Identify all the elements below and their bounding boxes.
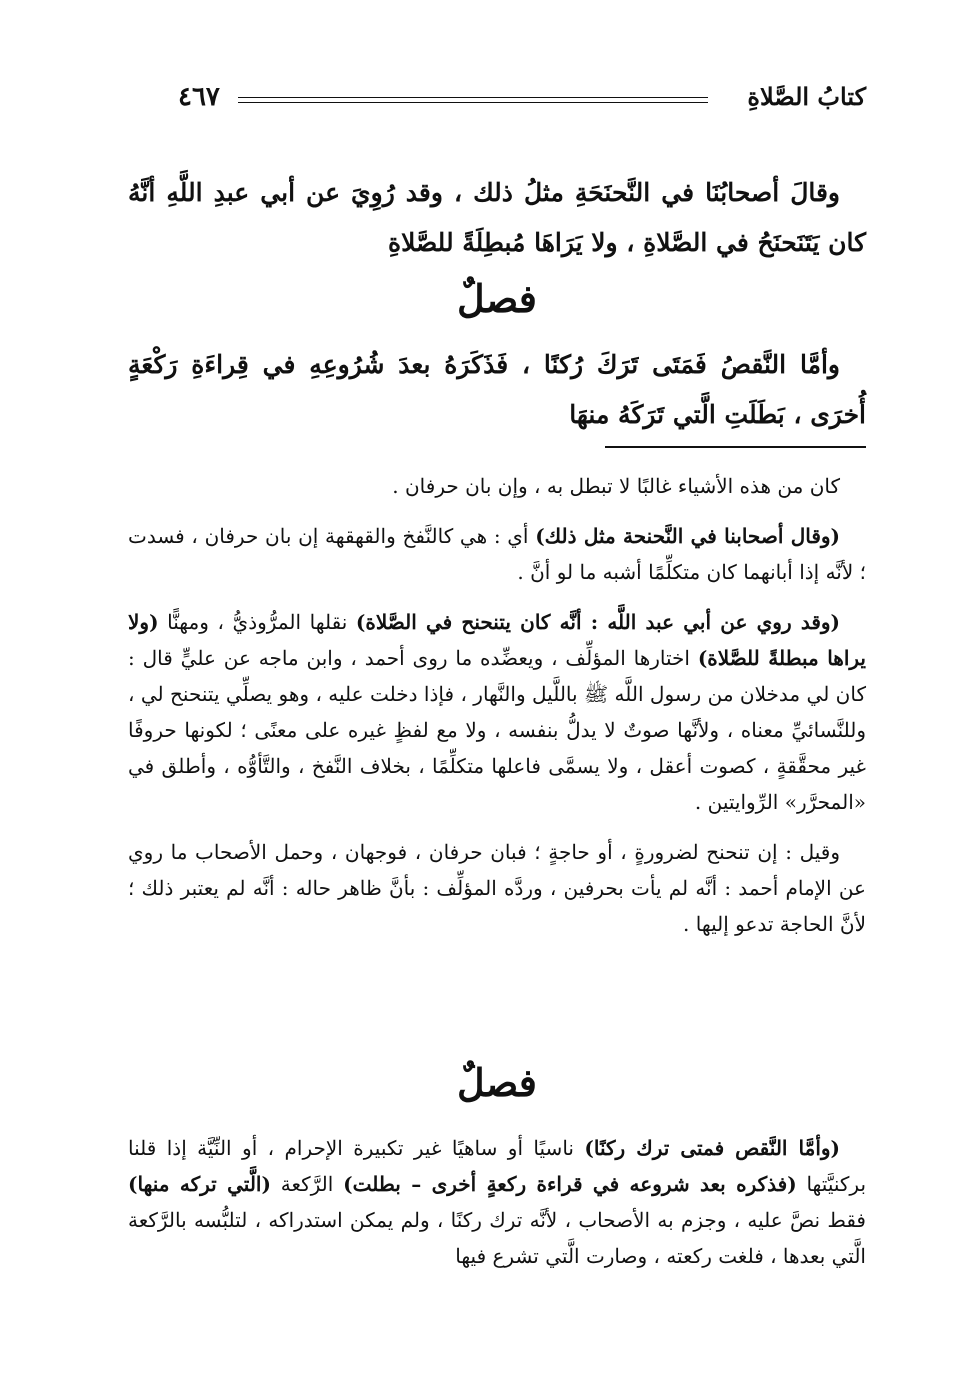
section-heading: فصلٌ — [457, 1060, 537, 1105]
matn-paragraph: وقالَ أصحابُنَا في النَّحنَحَةِ مثلُ ذلك ، وقد رُوِيَ عن أبي عبدِ اللَّهِ أنَّهُ كان يَتَنَحنَحُ في الصَّلاةِ ، ولا يَرَاهَا مُبطِلَةً للصَّلاةِ — [128, 178, 866, 257]
commentary-text: أي : هي كالنَّفخ والقهقهة إن بان حرفان ، فسدت ؛ لأنَّه إذا أبانهما كان متكلِّمًا أشبه ما لو أنَّ . — [128, 524, 866, 584]
section-heading: فصلٌ — [457, 276, 537, 321]
commentary-block-2 — [128, 1130, 866, 1288]
commentary-text: اختارها المؤلِّف ، ويعضِّده ما روى أحمد ، وابن ماجه عن عليٍّ قال : كان لي مدخلان من رسول اللَّه ﷺ باللَّيل والنَّهار ، فإذا دخلت عليه ، وهو يصلِّي يتنحنح لي ، وللنَّسائيِّ معناه ، ولأنَّها صوتٌ لا يدلُّ بنفسه ، ولا مع لفظٍ غيره على معنًى ؛ لكونها حروفًا غير محقَّقةٍ ، كصوت أعقل ، ولا يسمَّى فاعلها متكلِّمًا ، بخلاف النَّفخ ، والتَّأوُّه ، وأطلق في «المحرَّر» الرِّوايتين . — [128, 646, 866, 814]
matn-paragraph: وأمَّا النَّقصُ فَمَتَى تَرَكَ رُكنًا ، فَذَكَرَهُ بعدَ شُرُوعِهِ في قِراءَةِ رَكْعَةٍ أُخرَى ، بَطَلَتِ الَّتي تَرَكَهُ منهَا — [128, 350, 866, 429]
commentary-paragraph — [128, 518, 866, 590]
matn-block-2 — [128, 340, 866, 440]
commentary-text: فقط نصَّ عليه ، وجزم به الأصحاب ، لأنَّه ترك ركنًا ، ولم يمكن استدراكه ، لتلبُّسه بالرَّكعة الَّتي بعدها ، فلغت ركعته ، وصارت الَّتي تشرع فيها — [128, 1208, 866, 1268]
separator-rule — [605, 446, 866, 448]
commentary-text: ناسيًا أو ساهيًا غير تكبيرة الإحرام ، أو النِّيَّة إذا قلنا بركنيَّتها — [128, 1136, 867, 1196]
quoted-matn: (فذكره بعد شروعه في قراءة ركعةٍ أخرى – بطلت) — [343, 1172, 797, 1196]
quoted-matn: (وقال أصحابنا في النَّحنحة مثل ذلك) — [535, 524, 840, 548]
commentary-block-1 — [128, 468, 866, 956]
quoted-matn: (ولا يراها مبطلةً للصَّلاة) — [128, 610, 866, 670]
quoted-matn: (الَّتي تركه منها) — [128, 1172, 271, 1196]
commentary-paragraph: وقيل : إن تنحنح لضرورةٍ ، أو حاجةٍ ؛ فبان حرفان ، فوجهان ، وحمل الأصحاب ما روي عن الإمام أحمد : أنَّه لم يأت بحرفين ، وردَّه المؤلِّف : بأنَّ ظاهر حاله : أنَّه لم يعتبر ذلك ؛ لأنَّ الحاجة تدعو إليها . — [128, 840, 866, 936]
quoted-matn: (وأمَّا النَّقص فمتى ترك ركنًا) — [584, 1136, 840, 1160]
running-header — [178, 82, 866, 122]
commentary-paragraph — [128, 604, 866, 820]
page-number: ٤٦٧ — [178, 82, 220, 112]
commentary-paragraph: كان من هذه الأشياء غالبًا لا تبطل به ، وإن بان حرفان . — [392, 474, 840, 498]
commentary-text: نقلها المرُّوذيُّ ، ومهنًّا — [158, 610, 356, 634]
matn-block-1 — [128, 168, 866, 268]
header-rule — [238, 102, 708, 103]
quoted-matn: (وقد روي عن أبي عبد اللَّه : أنَّه كان يتنحنح في الصَّلاة) — [355, 610, 840, 634]
commentary-text: الرَّكعة — [270, 1172, 344, 1196]
header-rule — [238, 97, 708, 98]
commentary-paragraph — [128, 1130, 866, 1274]
header-title: كتابُ الصَّلاةِ — [747, 82, 866, 111]
